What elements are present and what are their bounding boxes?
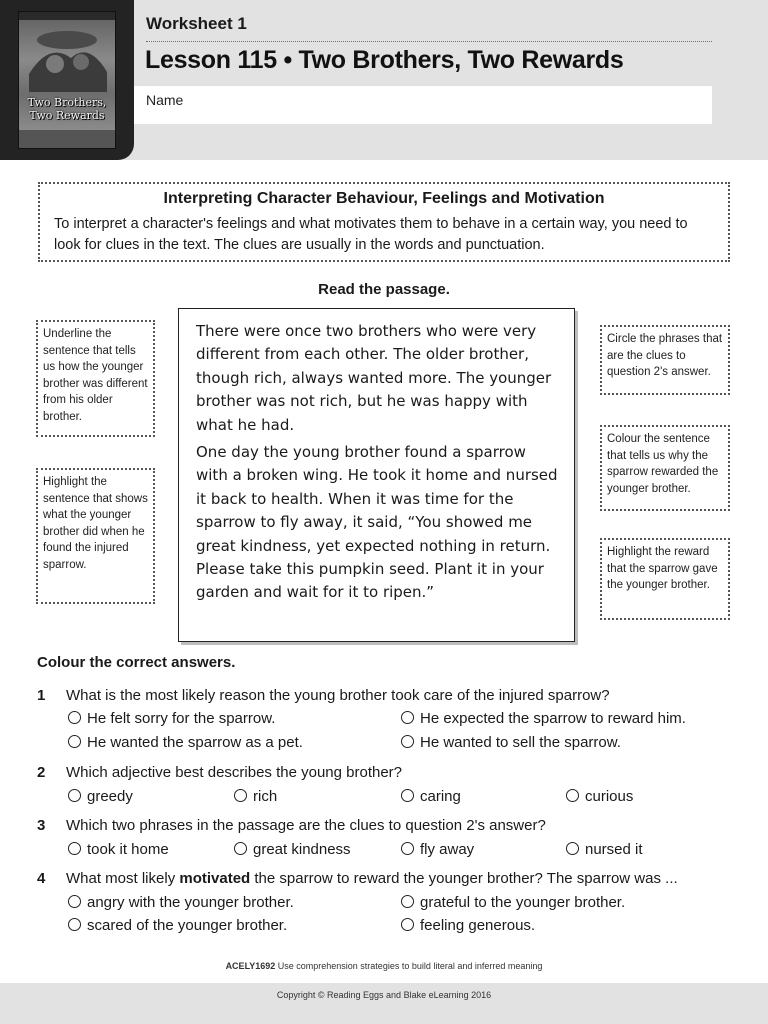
curriculum-description: Use comprehension strategies to build literal and inferred meaning <box>275 961 543 971</box>
reading-passage <box>178 308 575 642</box>
answer-option[interactable]: grateful to the younger brother. <box>401 894 625 911</box>
answer-option[interactable]: feeling generous. <box>401 917 535 934</box>
question-text: Which adjective best describes the young brother? <box>66 764 403 781</box>
footer-band <box>0 983 768 1024</box>
passage-paragraph-2[interactable]: One day the young brother found a sparrow with a broken wing. He took it home and nursed it back to health. When it was time for the sparrow to fly away, it said, “You showed me great kindness, yet expected nothing in return. Please take this pumpkin seed. Plant it in your garden and wait for it to ripen.” <box>196 443 558 602</box>
instruction-highlight-reward: Highlight the reward that the sparrow gave the younger brother. <box>600 538 730 620</box>
answer-option[interactable]: He wanted to sell the sparrow. <box>401 734 621 751</box>
radio-circle-icon[interactable] <box>234 842 247 855</box>
radio-circle-icon[interactable] <box>401 895 414 908</box>
cover-title <box>19 96 115 122</box>
question-text: What most likely motivated the sparrow to reward the younger brother? The sparrow was ... <box>66 870 678 887</box>
radio-circle-icon[interactable] <box>566 842 579 855</box>
instruction-colour-sentence: Colour the sentence that tells us why the sparrow rewarded the younger brother. <box>600 425 730 511</box>
radio-circle-icon[interactable] <box>68 842 81 855</box>
radio-circle-icon[interactable] <box>68 895 81 908</box>
book-cover-tab <box>0 0 134 160</box>
answer-option[interactable]: rich <box>234 788 277 805</box>
curriculum-code <box>0 961 768 971</box>
question-1 <box>37 687 737 757</box>
answer-option[interactable]: curious <box>566 788 633 805</box>
radio-circle-icon[interactable] <box>401 918 414 931</box>
worksheet-label: Worksheet 1 <box>146 14 247 33</box>
answer-option[interactable]: angry with the younger brother. <box>68 894 294 911</box>
radio-circle-icon[interactable] <box>401 842 414 855</box>
answer-option[interactable]: He expected the sparrow to reward him. <box>401 710 686 727</box>
book-cover-image <box>18 11 116 149</box>
instruction-circle-phrases: Circle the phrases that are the clues to question 2's answer. <box>600 325 730 395</box>
skill-description: To interpret a character's feelings and what motivates them to behave in a certain way, you need to look for clues in the text. The clues are usually in the words and punctuation. <box>54 216 688 253</box>
answer-option[interactable]: nursed it <box>566 841 643 858</box>
question-2 <box>37 764 737 812</box>
skill-info-box <box>38 182 730 262</box>
answer-option[interactable]: great kindness <box>234 841 351 858</box>
radio-circle-icon[interactable] <box>401 789 414 802</box>
answer-option[interactable]: caring <box>401 788 461 805</box>
read-passage-label: Read the passage. <box>318 281 450 298</box>
curriculum-code-id: ACELY1692 <box>225 961 276 971</box>
instruction-highlight-action: Highlight the sentence that shows what the younger brother did when he found the injured sparrow. <box>36 468 155 604</box>
radio-circle-icon[interactable] <box>234 789 247 802</box>
answer-option[interactable]: He wanted the sparrow as a pet. <box>68 734 303 751</box>
questions-header: Colour the correct answers. <box>37 654 236 671</box>
emphasis-word: motivated <box>179 870 251 887</box>
radio-circle-icon[interactable] <box>401 735 414 748</box>
answer-option[interactable]: took it home <box>68 841 169 858</box>
answer-option[interactable]: greedy <box>68 788 133 805</box>
cover-title-line-1: Two Brothers, <box>27 96 107 109</box>
radio-circle-icon[interactable] <box>68 735 81 748</box>
header-divider <box>146 41 712 42</box>
lesson-title: Lesson 115 • Two Brothers, Two Rewards <box>145 46 624 74</box>
name-label: Name <box>146 92 184 108</box>
question-3 <box>37 817 737 865</box>
radio-circle-icon[interactable] <box>401 711 414 724</box>
name-field[interactable] <box>134 86 712 124</box>
question-text: What is the most likely reason the young brother took care of the injured sparrow? <box>66 687 610 704</box>
answer-option[interactable]: fly away <box>401 841 474 858</box>
question-number: 3 <box>37 817 46 834</box>
radio-circle-icon[interactable] <box>566 789 579 802</box>
question-4 <box>37 870 737 942</box>
answer-option[interactable]: scared of the younger brother. <box>68 917 287 934</box>
question-number: 2 <box>37 764 46 781</box>
answer-option[interactable]: He felt sorry for the sparrow. <box>68 710 275 727</box>
cover-illustration <box>19 12 115 148</box>
passage-paragraph-1[interactable]: There were once two brothers who were very different from each other. The older brother, though rich, always wanted more. The younger brother was not rich, but he was happy with what he had. <box>196 322 552 434</box>
question-text: Which two phrases in the passage are the clues to question 2's answer? <box>66 817 546 834</box>
question-number: 4 <box>37 870 46 887</box>
instruction-underline: Underline the sentence that tells us how the younger brother was different from his older brother. <box>36 320 155 437</box>
question-number: 1 <box>37 687 46 704</box>
skill-title: Interpreting Character Behaviour, Feelings and Motivation <box>163 190 605 207</box>
cover-title-line-2: Two Rewards <box>29 109 105 122</box>
radio-circle-icon[interactable] <box>68 711 81 724</box>
radio-circle-icon[interactable] <box>68 918 81 931</box>
radio-circle-icon[interactable] <box>68 789 81 802</box>
copyright-text: Copyright © Reading Eggs and Blake eLearning 2016 <box>276 990 492 1000</box>
